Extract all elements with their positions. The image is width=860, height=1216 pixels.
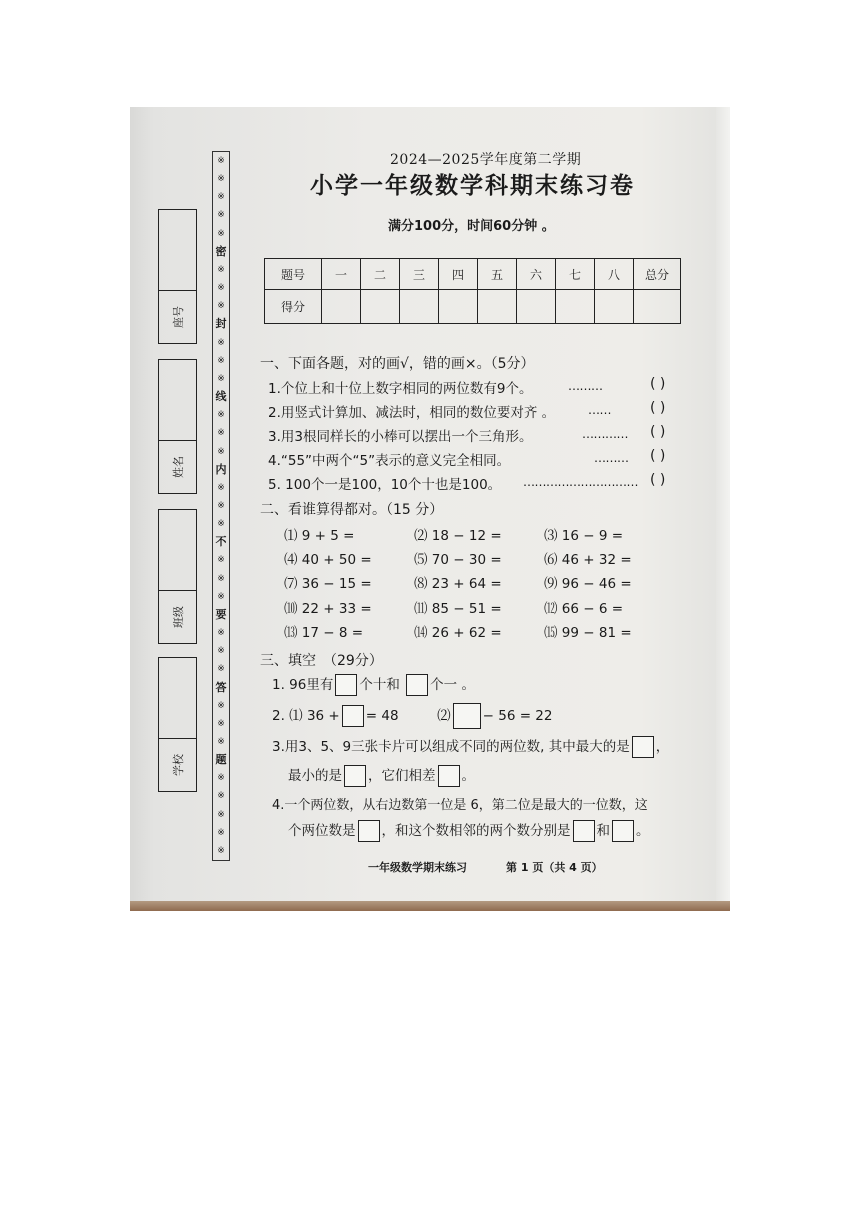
class-box (158, 509, 197, 644)
answer-box[interactable] (573, 820, 595, 842)
fill-question-3-line-2 (288, 764, 475, 787)
seal-line-char: ※ (217, 373, 225, 384)
answer-parentheses[interactable]: ( ) (650, 472, 666, 488)
answer-parentheses[interactable]: ( ) (650, 376, 666, 392)
section-3-title: 三、填空 （29分） (260, 653, 383, 669)
leader-dots: ………… (582, 427, 628, 441)
question-text: 。 (636, 823, 650, 839)
seal-line-char: ※ (217, 827, 225, 838)
seal-line-char: ※ (217, 773, 225, 784)
seal-line-char: ※ (217, 500, 225, 511)
answer-box[interactable] (335, 674, 357, 696)
answer-box[interactable] (632, 736, 654, 758)
calculation-item: ⑸ 70 − 30 = (414, 552, 502, 568)
calculation-item: ⑽ 22 + 33 = (284, 601, 372, 617)
answer-box[interactable] (342, 705, 364, 727)
table-cell: 总分 (634, 259, 681, 290)
seal-line-strip (212, 151, 230, 861)
calculation-item: ⑾ 85 − 51 = (414, 601, 502, 617)
score-cell (634, 290, 681, 324)
question-text: 个两位数是 (288, 823, 356, 839)
true-false-question: 5. 100个一是100，10个十也是100。 (268, 477, 502, 493)
seal-line-char: 线 (215, 390, 227, 404)
exam-paper-photo (130, 107, 730, 911)
question-text: ，和这个数相邻的两个数分别是 (381, 823, 571, 839)
section-2-title: 二、看谁算得都对。（15 分） (260, 502, 444, 518)
seal-line-char: ※ (217, 210, 225, 221)
score-cell (517, 290, 556, 324)
seal-line-char: ※ (217, 410, 225, 421)
name-box (158, 359, 197, 494)
question-text: 和 (596, 823, 610, 839)
table-cell: 四 (439, 259, 478, 290)
seal-line-char: ※ (217, 573, 225, 584)
fill-question-1 (272, 673, 475, 696)
seal-line-char: ※ (217, 591, 225, 602)
question-text: 3.用3、5、9三张卡片可以组成不同的两位数, 其中最大的是 (272, 739, 630, 755)
answer-box[interactable] (344, 765, 366, 787)
score-cell (595, 290, 634, 324)
table-cell: 得分 (265, 290, 322, 324)
calculation-item: ⑴ 9 + 5 = (284, 528, 355, 544)
question-text: 。 (461, 768, 475, 784)
calculation-item: ⒁ 26 + 62 = (414, 625, 502, 641)
table-cell: 八 (595, 259, 634, 290)
calculation-item: ⒂ 99 − 81 = (544, 625, 632, 641)
seat-number-box (158, 209, 197, 344)
score-cell (556, 290, 595, 324)
class-label: 班级 (171, 606, 185, 628)
seal-line-char: ※ (217, 301, 225, 312)
seal-line-char: 密 (215, 244, 227, 258)
school-year: 2024—2025学年度第二学期 (390, 152, 582, 168)
question-text: − 56 = 22 (482, 708, 553, 724)
seal-line-char: ※ (217, 337, 225, 348)
score-cell (322, 290, 361, 324)
calculation-item: ⑷ 40 + 50 = (284, 552, 372, 568)
seal-line-char: ※ (217, 264, 225, 275)
section-1-title: 一、下面各题，对的画√，错的画×。（5分） (260, 356, 535, 372)
fill-question-2 (272, 703, 552, 729)
seal-line-char: ※ (217, 555, 225, 566)
question-text: ， (655, 739, 670, 755)
seal-line-char: 封 (215, 317, 227, 331)
seal-line-char: 内 (215, 462, 227, 476)
answer-box[interactable] (358, 820, 380, 842)
score-cell (400, 290, 439, 324)
seal-line-char: ※ (217, 174, 225, 185)
score-time-note: 满分100分，时间60分钟 。 (388, 219, 555, 234)
leader-dots: …… (588, 403, 611, 417)
seal-line-char: ※ (217, 791, 225, 802)
question-text: 个一 。 (430, 677, 475, 693)
seal-line-char: ※ (217, 519, 225, 530)
question-text: 2. ⑴ 36 + (272, 708, 340, 724)
true-false-question: 4.“55”中两个“5”表示的意义完全相同。 (268, 453, 511, 469)
seal-line-char: ※ (217, 700, 225, 711)
answer-box[interactable] (406, 674, 428, 696)
answer-parentheses[interactable]: ( ) (650, 400, 666, 416)
table-cell: 三 (400, 259, 439, 290)
exam-title: 小学一年级数学科期末练习卷 (310, 173, 635, 199)
question-text: ⑵ (437, 708, 451, 724)
seal-line-char: ※ (217, 482, 225, 493)
fill-question-3-line-1 (272, 735, 669, 758)
seal-line-char: ※ (217, 428, 225, 439)
leader-dots: ………………………… (523, 475, 638, 489)
question-text: 最小的是 (288, 768, 342, 784)
calculation-item: ⑻ 23 + 64 = (414, 576, 502, 592)
question-text: = 48 (365, 708, 399, 724)
seal-line-char: ※ (217, 192, 225, 203)
fill-question-4-line-1: 4.一个两位数，从右边数第一位是 6，第二位是最大的一位数，这 (272, 798, 648, 813)
seat-number-label: 座号 (171, 306, 185, 328)
true-false-question: 2.用竖式计算加、减法时，相同的数位要对齐 。 (268, 405, 556, 421)
answer-parentheses[interactable]: ( ) (650, 424, 666, 440)
seal-line-char: ※ (217, 156, 225, 166)
table-cell: 题号 (265, 259, 322, 290)
name-label: 姓名 (171, 456, 185, 478)
seal-line-char: ※ (217, 646, 225, 657)
footer-title: 一年级数学期末练习 (368, 861, 467, 874)
calculation-item: ⑿ 66 − 6 = (544, 601, 624, 617)
seal-line-char: ※ (217, 228, 225, 239)
table-edge (130, 901, 730, 911)
paper-edge (716, 107, 730, 901)
table-cell: 六 (517, 259, 556, 290)
table-cell: 七 (556, 259, 595, 290)
true-false-question: 3.用3根同样长的小棒可以摆出一个三角形。 (268, 429, 533, 445)
seal-line-char: ※ (217, 809, 225, 820)
score-cell (478, 290, 517, 324)
leader-dots: ……… (568, 379, 603, 393)
page-number: 第 1 页（共 4 页） (506, 861, 603, 874)
seal-line-char: ※ (217, 628, 225, 639)
leader-dots: ……… (594, 451, 629, 465)
question-text: 1. 96里有 (272, 677, 334, 693)
seal-line-char: ※ (217, 283, 225, 294)
table-cell: 二 (361, 259, 400, 290)
fill-question-4-line-2 (288, 819, 650, 842)
score-cell (361, 290, 400, 324)
school-box (158, 657, 197, 792)
seal-line-char: ※ (217, 718, 225, 729)
score-table-header-row (265, 259, 681, 290)
true-false-question: 1.个位上和十位上数字相同的两位数有9个。 (268, 381, 533, 397)
table-cell: 一 (322, 259, 361, 290)
seal-line-char: 题 (215, 753, 227, 767)
score-cell (439, 290, 478, 324)
answer-box[interactable] (438, 765, 460, 787)
seal-line-char: 要 (215, 607, 227, 621)
seal-line-char: ※ (217, 355, 225, 366)
seal-line-char: ※ (217, 446, 225, 457)
school-label: 学校 (171, 754, 185, 776)
answer-box[interactable] (453, 703, 481, 729)
calculation-item: ⑶ 16 − 9 = (544, 528, 624, 544)
seal-line-char: ※ (217, 664, 225, 675)
score-table-score-row (265, 290, 681, 324)
calculation-item: ⒀ 17 − 8 = (284, 625, 364, 641)
calculation-item: ⑹ 46 + 32 = (544, 552, 632, 568)
question-text: 个十和 (359, 677, 400, 693)
calculation-item: ⑵ 18 − 12 = (414, 528, 502, 544)
calculation-item: ⑼ 96 − 46 = (544, 576, 632, 592)
question-text: ，它们相差 (368, 768, 436, 784)
answer-box[interactable] (612, 820, 634, 842)
answer-parentheses[interactable]: ( ) (650, 448, 666, 464)
calculation-item: ⑺ 36 − 15 = (284, 576, 372, 592)
seal-line-char: 不 (215, 535, 227, 549)
seal-line-char: ※ (217, 737, 225, 747)
score-table (264, 258, 681, 324)
seal-line-char: ※ (217, 845, 225, 856)
table-cell: 五 (478, 259, 517, 290)
seal-line-char: 答 (215, 680, 227, 694)
